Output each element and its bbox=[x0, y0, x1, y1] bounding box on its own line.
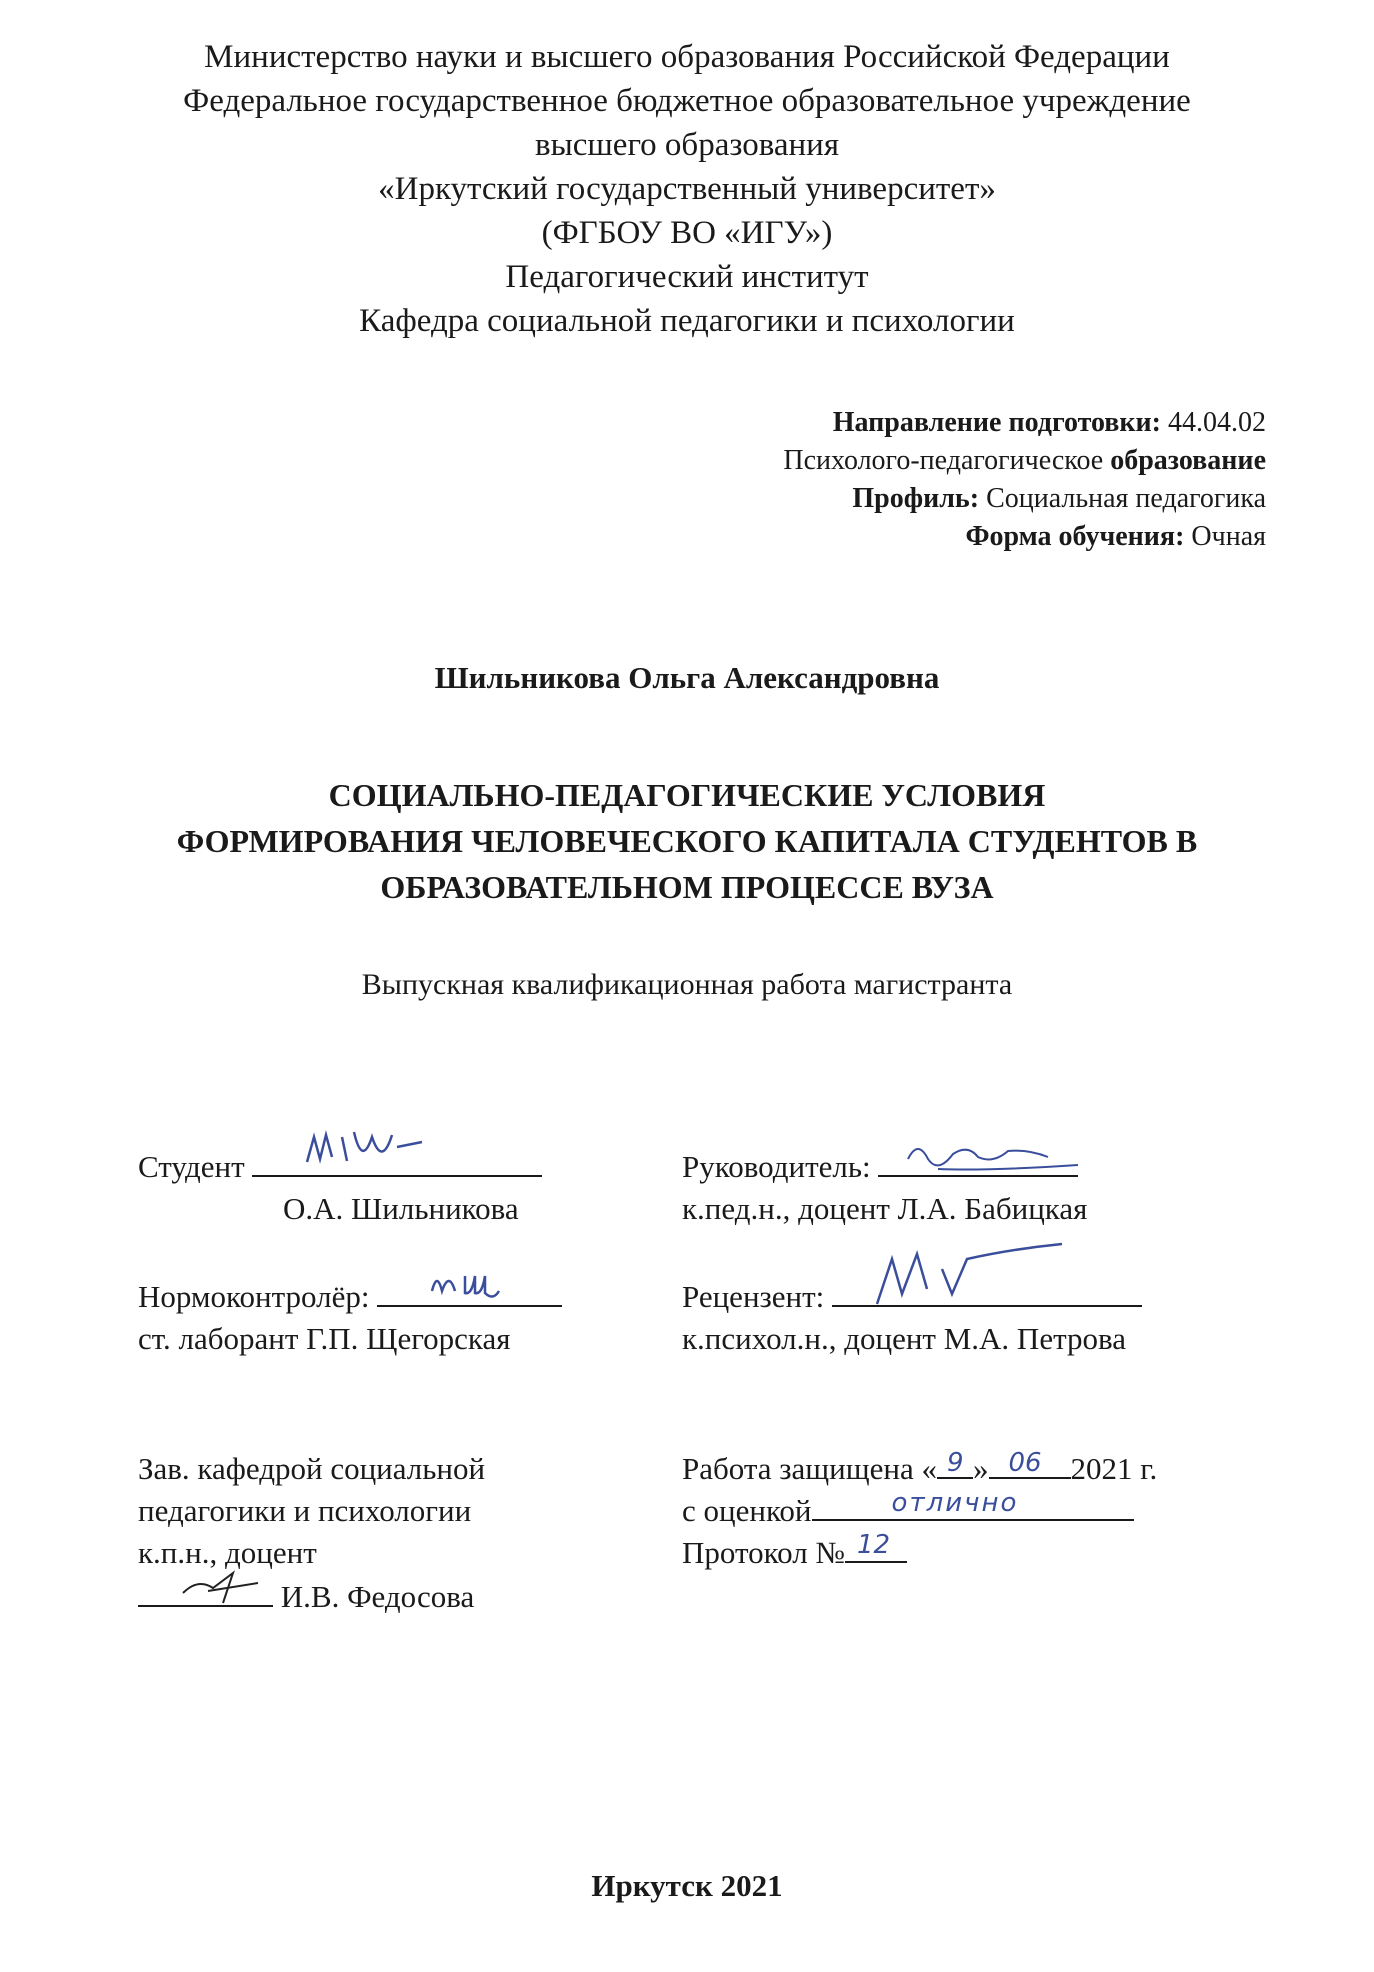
program-plain: Психолого-педагогическое bbox=[783, 445, 1104, 476]
title-line-3: ОБРАЗОВАТЕЛЬНОМ ПРОЦЕССЕ ВУЗА bbox=[380, 869, 994, 905]
normcontrol-signature-mark bbox=[427, 1261, 537, 1311]
defended-mid: » bbox=[973, 1451, 989, 1486]
reviewer-label: Рецензент: bbox=[682, 1279, 825, 1314]
form-label: Форма обучения: bbox=[965, 521, 1185, 552]
department-name: Кафедра социальной педагогики и психологии bbox=[359, 303, 1015, 339]
normcontrol-label: Нормоконтролёр: bbox=[138, 1279, 370, 1314]
profile-value: Социальная педагогика bbox=[986, 483, 1266, 514]
defended-month: 06 bbox=[1008, 1448, 1042, 1478]
form-value: Очная bbox=[1191, 521, 1266, 552]
head-signature-line bbox=[138, 1579, 273, 1607]
reviewer-signature-mark bbox=[872, 1239, 1072, 1314]
normcontrol-name: ст. лаборант Г.П. Щегорская bbox=[138, 1321, 511, 1356]
institute-name: Педагогический институт bbox=[505, 259, 869, 295]
direction-value: 44.04.02 bbox=[1168, 407, 1266, 438]
head-signature-block bbox=[138, 1576, 474, 1617]
protocol-line bbox=[845, 1530, 907, 1563]
work-type: Выпускная квалификационная работа магистранта bbox=[361, 968, 1013, 1001]
direction-row bbox=[783, 404, 1266, 442]
institution-header bbox=[0, 35, 1374, 343]
protocol-value: 12 bbox=[857, 1530, 891, 1560]
student-label: Студент bbox=[138, 1149, 245, 1184]
program-row bbox=[783, 442, 1266, 480]
university-abbrev: (ФГБОУ ВО «ИГУ») bbox=[541, 215, 833, 251]
student-name: О.А. Шильникова bbox=[283, 1191, 519, 1226]
program-bold: образование bbox=[1110, 445, 1266, 476]
title-line-2: ФОРМИРОВАНИЯ ЧЕЛОВЕЧЕСКОГО КАПИТАЛА СТУДЕНТОВ В bbox=[176, 823, 1198, 859]
head-line-2: педагогики и психологии bbox=[138, 1493, 472, 1528]
head-signature-mark bbox=[178, 1563, 278, 1613]
ministry-line: Министерство науки и высшего образования Российской Федерации bbox=[204, 39, 1170, 75]
thesis-title bbox=[100, 772, 1274, 910]
defended-month-line bbox=[989, 1448, 1071, 1479]
reviewer-signature-line bbox=[832, 1279, 1142, 1307]
grade-value: отлично bbox=[891, 1488, 1019, 1518]
form-row bbox=[783, 518, 1266, 556]
protocol-label: Протокол № bbox=[682, 1535, 845, 1570]
head-name: И.В. Федосова bbox=[280, 1579, 475, 1614]
profile-row bbox=[783, 480, 1266, 518]
student-signature-mark bbox=[302, 1127, 472, 1177]
supervisor-signature-mark bbox=[898, 1129, 1088, 1189]
grade-row bbox=[682, 1490, 1134, 1531]
protocol-row bbox=[682, 1532, 907, 1573]
reviewer-name: к.психол.н., доцент М.А. Петрова bbox=[682, 1321, 1126, 1356]
defended-year: 2021 г. bbox=[1070, 1451, 1158, 1486]
institution-level-line: высшего образования bbox=[535, 127, 839, 163]
reviewer-block bbox=[682, 1276, 1142, 1317]
direction-label: Направление подготовки: bbox=[832, 407, 1161, 438]
defended-day: 9 bbox=[947, 1448, 964, 1478]
author-name: Шильникова Ольга Александровна bbox=[434, 660, 940, 695]
university-name: «Иркутский государственный университет» bbox=[378, 171, 996, 207]
profile-label: Профиль: bbox=[852, 483, 980, 514]
head-line-3: к.п.н., доцент bbox=[138, 1535, 317, 1570]
grade-line bbox=[812, 1488, 1134, 1521]
title-line-1: СОЦИАЛЬНО-ПЕДАГОГИЧЕСКИЕ УСЛОВИЯ bbox=[328, 777, 1046, 813]
supervisor-block bbox=[682, 1146, 1078, 1187]
student-signature-line bbox=[252, 1149, 542, 1177]
head-line-1: Зав. кафедрой социальной bbox=[138, 1451, 486, 1486]
institution-type-line: Федеральное государственное бюджетное образовательное учреждение bbox=[183, 83, 1191, 119]
city-year: Иркутск 2021 bbox=[591, 1868, 783, 1903]
normcontrol-signature-line bbox=[377, 1279, 562, 1307]
grade-label: с оценкой bbox=[682, 1493, 812, 1528]
supervisor-label: Руководитель: bbox=[682, 1149, 871, 1184]
student-block bbox=[138, 1146, 542, 1187]
defended-prefix: Работа защищена « bbox=[682, 1451, 937, 1486]
supervisor-name: к.пед.н., доцент Л.А. Бабицкая bbox=[682, 1191, 1088, 1226]
study-info bbox=[783, 404, 1266, 556]
normcontrol-block bbox=[138, 1276, 562, 1317]
defended-day-line bbox=[937, 1448, 973, 1479]
supervisor-signature-line bbox=[878, 1149, 1078, 1177]
